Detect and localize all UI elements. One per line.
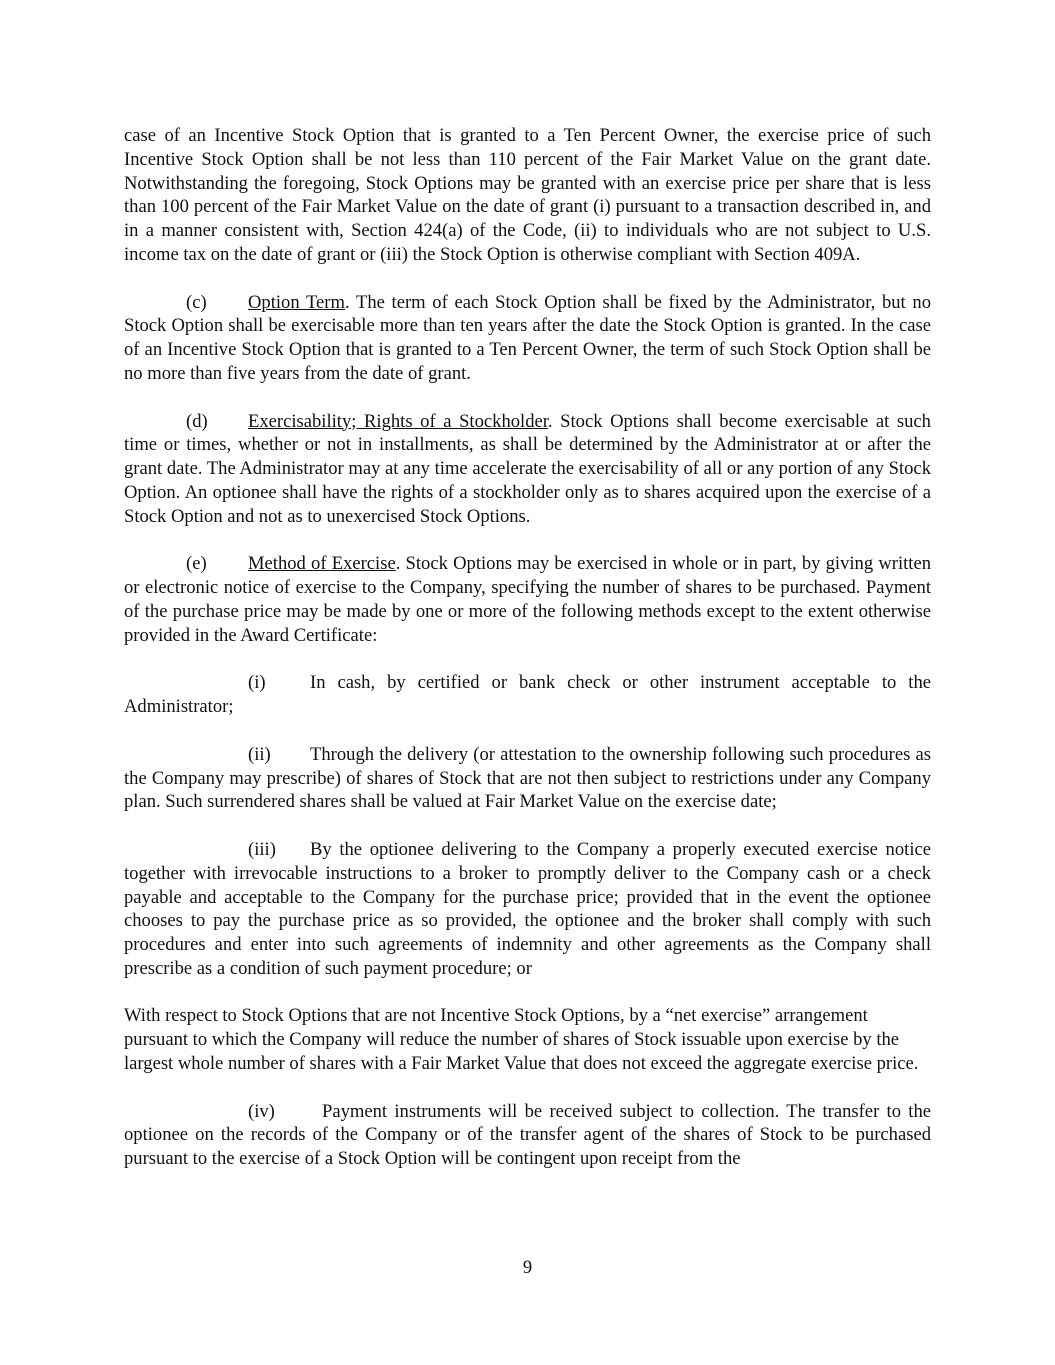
section-e-number: (e) [186, 553, 207, 575]
subsection-ii-number: (ii) [248, 743, 271, 765]
section-d-body: . Stock Options shall become exercisable at such time or times, whether or not in installments, as shall be determined by the Administrator at or after the grant date. The Administrator may at any time accelerate the exercisability of all or any portion of any Stock Option. An optionee shall have the rights of a stockholder only as to shares acquired upon the exercise of a Stock Option and not as to unexercised Stock Options. [124, 410, 931, 527]
subsection-ii-body: Through the delivery (or attestation to the ownership following such procedures as the Company may prescribe) of shares of Stock that are not then subject to restrictions under any Company plan. Such surrendered shares shall be valued at Fair Market Value on the exercise date; [124, 743, 931, 813]
page-number: 9 [522, 1257, 533, 1278]
section-c-number: (c) [186, 291, 207, 313]
document-page [124, 124, 931, 1195]
subsection-ii-delivery [124, 743, 931, 814]
subsection-iii-body: By the optionee delivering to the Company a properly executed exercise notice together with irrevocable instructions to a broker to promptly deliver to the Company cash or a check payable and acceptable to the Company for the purchase price; provided that in the event the optionee chooses to pay the purchase price as so provided, the optionee and the broker shall comply with such procedures and enter into such agreements of indemnity and other agreements as the Company shall prescribe as a condition of such payment procedure; or [124, 838, 931, 979]
section-e-method-of-exercise [124, 552, 931, 647]
subsection-iv-payment-instruments [124, 1100, 931, 1171]
subsection-i-body: In cash, by certified or bank check or other instrument acceptable to the Administrator; [124, 672, 931, 718]
paragraph-intro: case of an Incentive Stock Option that is granted to a Ten Percent Owner, the exercise price of such Incentive Stock Option shall be not less than 110 percent of the Fair Market Value on the grant date. Notwithstanding the foregoing, Stock Options may be granted with an exercise price per share that is less than 100 percent of the Fair Market Value on the date of grant (i) pursuant to a transaction described in, and in a manner consistent with, Section 424(a) of the Code, (ii) to individuals who are not subject to U.S. income tax on the date of grant or (iii) the Stock Option is otherwise compliant with Section 409A. [124, 125, 931, 265]
subsection-i-number: (i) [248, 672, 266, 694]
subsection-iii-broker [124, 838, 931, 981]
section-c-heading: Option Term [248, 291, 345, 313]
section-d-number: (d) [186, 410, 208, 432]
subsection-iv-number: (iv) [248, 1100, 275, 1122]
section-e-body: . Stock Options may be exercised in whole or in part, by giving written or electronic notice of exercise to the Company, specifying the number of shares to be purchased. Payment of the purchase price may be made by one or more of the following methods except to the extent otherwise provided in the Award Certificate: [124, 553, 931, 646]
subsection-iv-body: Payment instruments will be received subject to collection. The transfer to the optionee on the records of the Company or of the transfer agent of the shares of Stock to be purchased pursuant to the exercise of a Stock Option will be contingent upon receipt from the [124, 1100, 931, 1170]
section-c-option-term [124, 291, 931, 386]
section-d-exercisability [124, 410, 931, 529]
subsection-iii-number: (iii) [248, 838, 276, 860]
section-d-heading: Exercisability; Rights of a Stockholder [248, 410, 548, 432]
section-e-heading: Method of Exercise [248, 553, 396, 575]
subsection-i-cash [124, 671, 931, 719]
section-c-body: . The term of each Stock Option shall be fixed by the Administrator, but no Stock Option shall be exercisable more than ten years after the date the Stock Option is granted. In the case of an Incentive Stock Option that is granted to a Ten Percent Owner, the term of such Stock Option shall be no more than five years from the date of grant. [124, 291, 931, 384]
paragraph-net-exercise: With respect to Stock Options that are not Incentive Stock Options, by a “net exercise” arrangement pursuant to which the Company will reduce the number of shares of Stock issuable upon exercise by the largest whole number of shares with a Fair Market Value that does not exceed the aggregate exercise price. [124, 1005, 919, 1075]
